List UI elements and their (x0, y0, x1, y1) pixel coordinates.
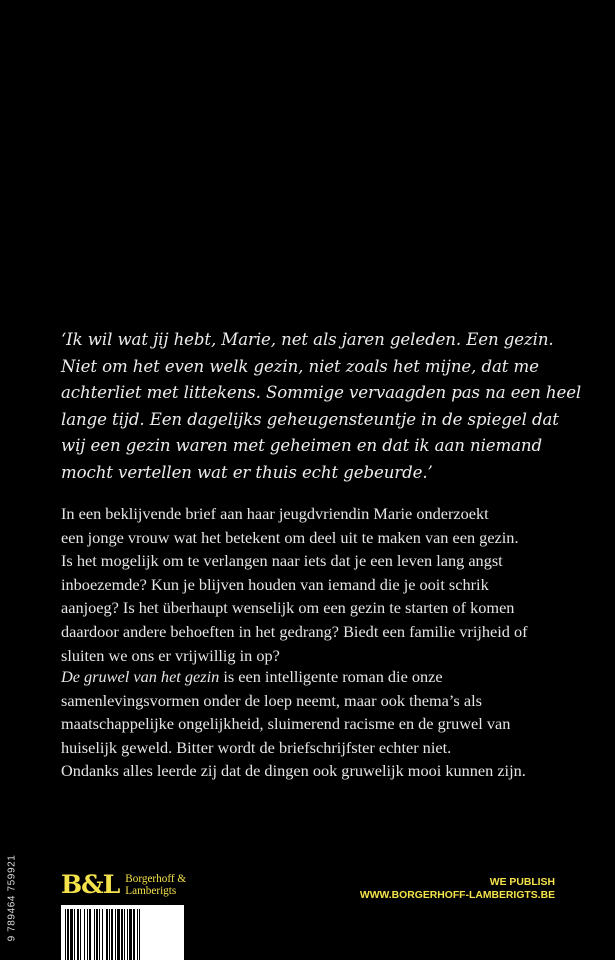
isbn-number (5, 838, 19, 958)
paragraph-line: Ondanks alles leerde zij dat de dingen ook gruwelijk mooi kunnen zijn. (61, 761, 526, 781)
back-cover-quote (61, 327, 581, 486)
logo-mark: B&L (61, 870, 120, 899)
paragraph-line: maatschappelijke ongelijkheid, sluimerend racisme en de gruwel van (61, 714, 511, 734)
barcode-graphic (61, 905, 184, 960)
publisher-logo (61, 872, 186, 897)
publisher-name-line: Lamberigts (125, 884, 177, 897)
quote-line: wij een gezin waren met geheimen en dat ik aan niemand (61, 436, 543, 455)
publisher-website-block (360, 876, 555, 902)
quote-line: lange tijd. Een dagelijks geheugensteuntje in de spiegel dat (61, 409, 559, 429)
publisher-name-line: Borgerhoff & (125, 872, 187, 885)
publisher-website: WWW.BORGERHOFF-LAMBERIGTS.BE (359, 890, 555, 901)
paragraph-line: samenlevingsvormen onder de loep neemt, maar ook thema’s als (61, 690, 482, 710)
blurb-paragraph-2 (61, 665, 581, 783)
quote-line: Niet om het even welk gezin, niet zoals het mijne, dat me (61, 356, 539, 376)
paragraph-line-rest: is een intelligente roman die onze (219, 667, 443, 686)
book-title: De gruwel van het gezin (61, 667, 220, 686)
quote-line: mocht vertellen wat er thuis echt gebeurde.’ (61, 462, 433, 482)
paragraph-line: aanjoeg? Is het überhaupt wenselijk om een gezin te starten of komen (61, 598, 515, 618)
publisher-name (125, 873, 186, 897)
paragraph-line: huiselijk geweld. Bitter wordt de briefschrijfster echter niet. (61, 737, 452, 757)
barcode (61, 905, 184, 960)
paragraph-line: daardoor andere behoeften in het gedrang? Biedt een familie vrijheid of (61, 621, 528, 641)
quote-line: ‘Ik wil wat jij hebt, Marie, net als jaren geleden. Een gezin. (61, 330, 554, 349)
publisher-tagline: WE PUBLISH (489, 877, 555, 888)
blurb-paragraph-1 (61, 502, 581, 667)
paragraph-line (61, 665, 581, 689)
paragraph-line: een jonge vrouw wat het betekent om deel uit te maken van een gezin. (61, 527, 519, 547)
paragraph-line: Is het mogelijk om te verlangen naar iets dat je een leven lang angst (61, 551, 503, 571)
paragraph-line: inboezemde? Kun je blijven houden van iemand die je ooit schrik (61, 574, 489, 594)
paragraph-line: sluiten we ons er vrijwillig in op? (61, 645, 280, 665)
isbn-text: 9 789464 759921 (6, 854, 18, 942)
paragraph-line: In een beklijvende brief aan haar jeugdvriendin Marie onderzoekt (61, 504, 489, 523)
quote-line: achterliet met littekens. Sommige vervaagden pas na een heel (61, 383, 582, 402)
